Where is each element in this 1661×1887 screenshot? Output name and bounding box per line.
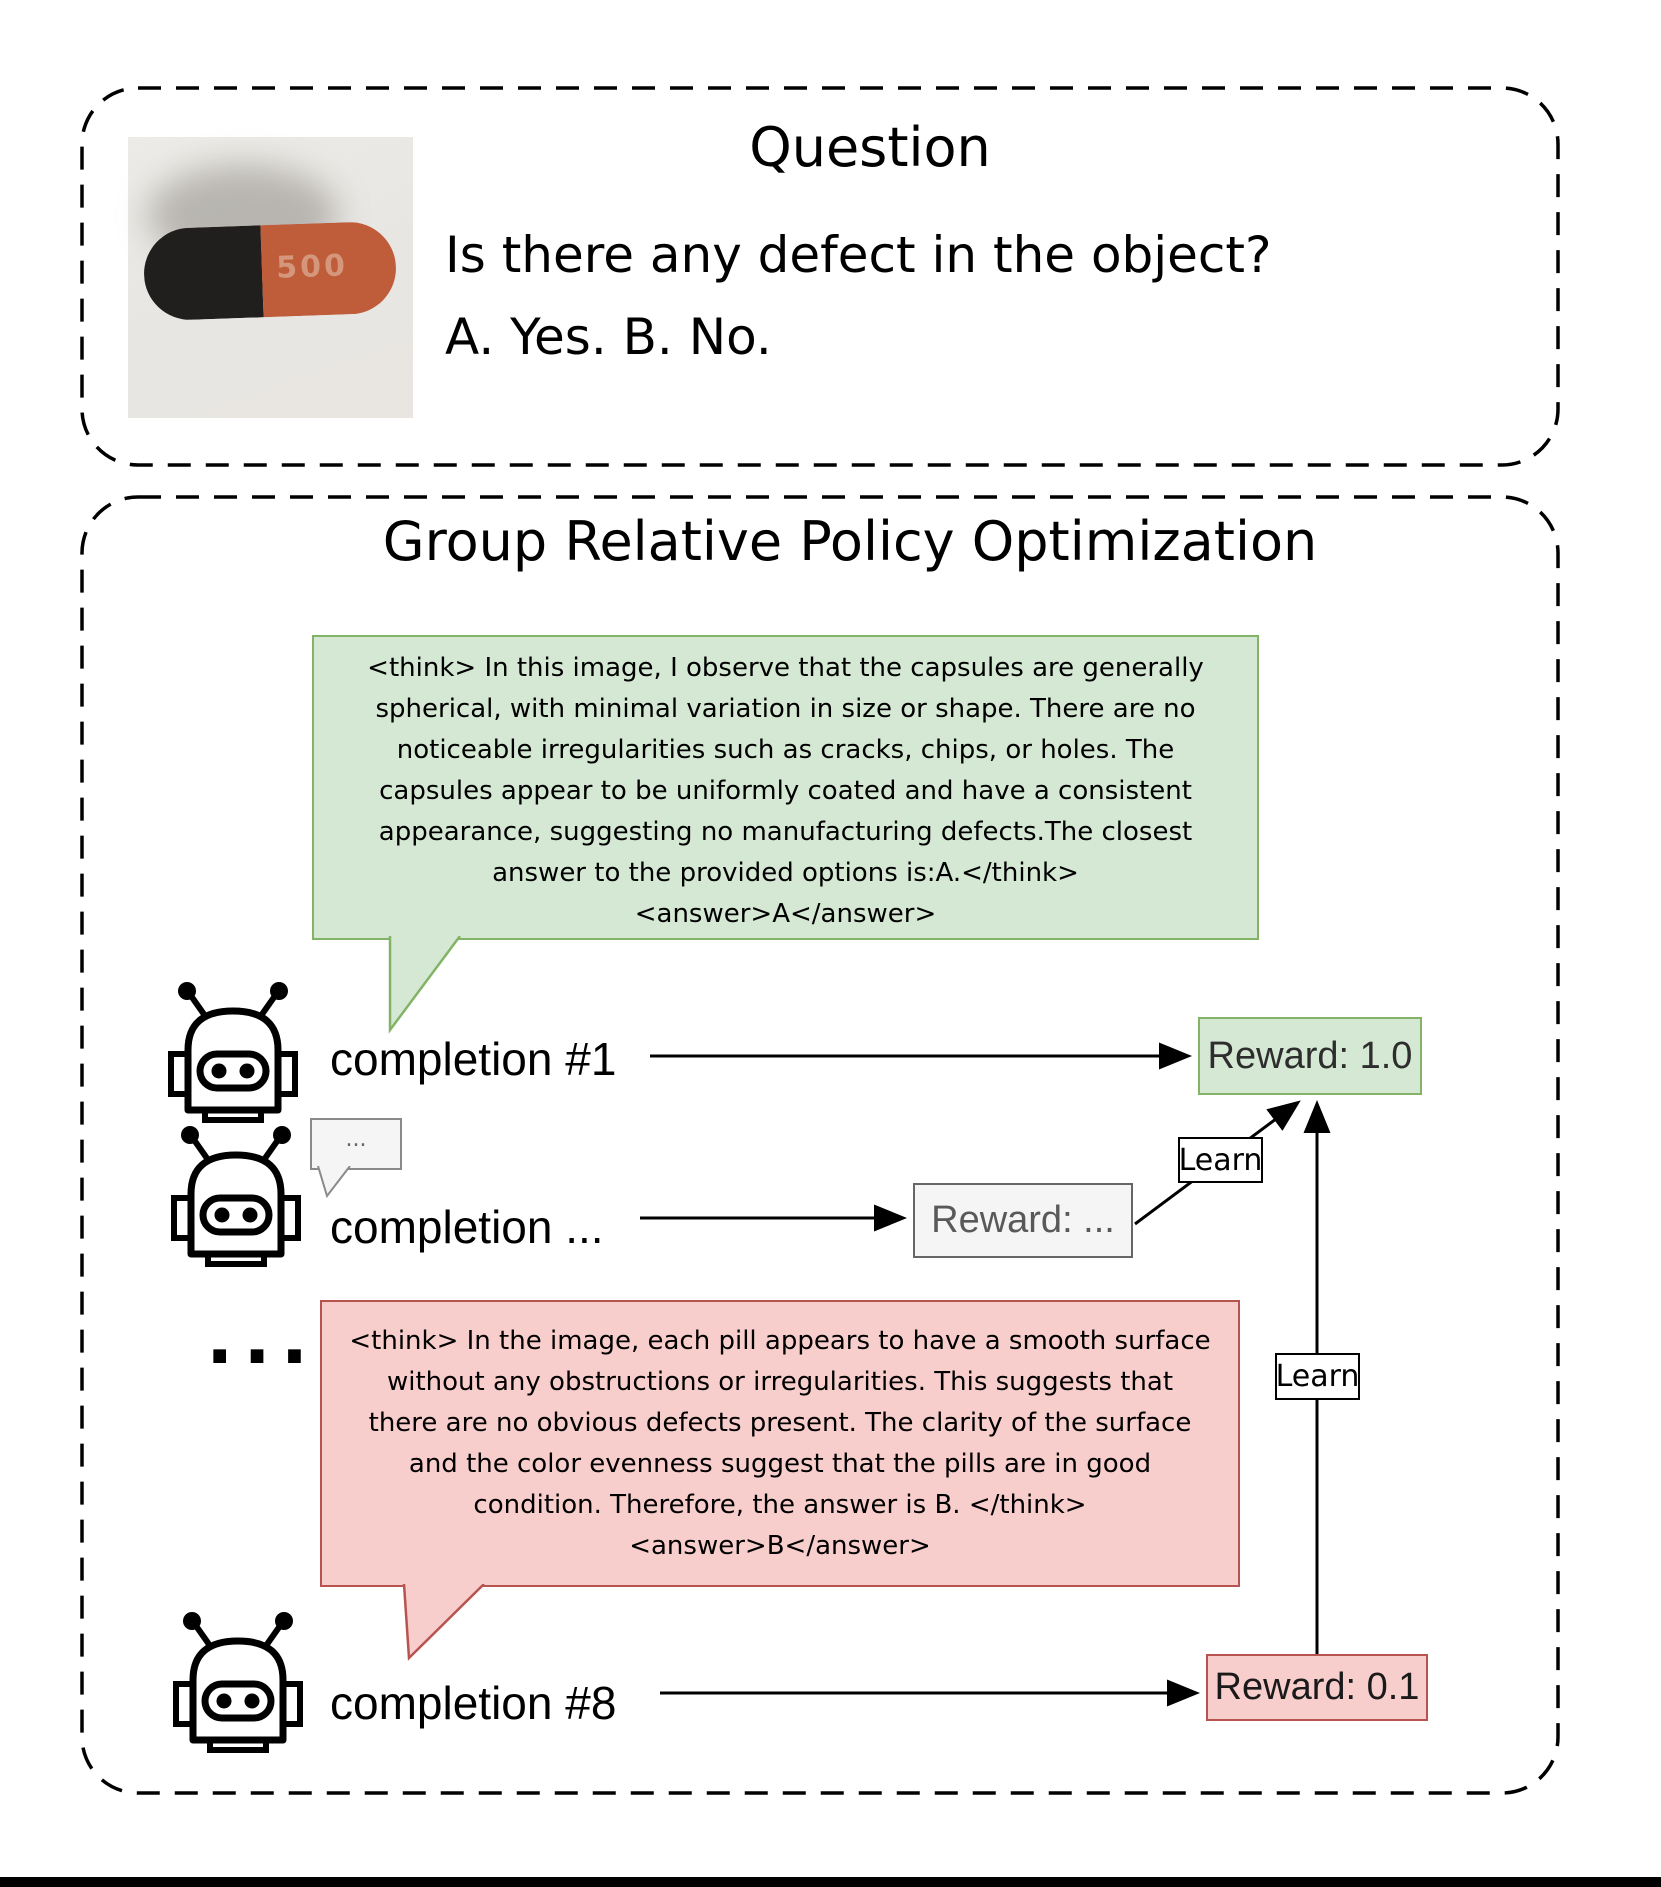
speech-bubble-ellipsis-tail bbox=[316, 1166, 354, 1200]
learn-label-1: Learn bbox=[1178, 1137, 1263, 1183]
bubble-text-line: noticeable irregularities such as cracks, chips, or holes. The bbox=[396, 735, 1175, 765]
reward-box-8: Reward: 0.1 bbox=[1206, 1654, 1428, 1721]
bubble-text-line: without any obstructions or irregularities. This suggests that bbox=[386, 1367, 1174, 1397]
completion-8-label: completion #8 bbox=[330, 1677, 617, 1729]
bubble-text-line: and the color evenness suggest that the pills are in good bbox=[408, 1449, 1152, 1479]
more-completions-ellipsis: ... bbox=[206, 1296, 319, 1380]
capsule-imprint-text: 500 bbox=[275, 248, 349, 286]
bubble-text-line: there are no obvious defects present. The clarity of the surface bbox=[368, 1408, 1192, 1438]
bottom-edge-bar bbox=[0, 1877, 1661, 1887]
reward-box-1: Reward: 1.0 bbox=[1198, 1017, 1422, 1095]
bubble-text-line: answer to the provided options is:A.</think> bbox=[492, 858, 1079, 888]
capsule-image bbox=[142, 221, 397, 322]
question-panel-title: Question bbox=[749, 116, 991, 179]
question-text-line1: Is there any defect in the object? bbox=[445, 226, 1272, 284]
capsule-photo bbox=[128, 137, 413, 418]
robot-icon bbox=[168, 1608, 308, 1758]
bubble-text-line: capsules appear to be uniformly coated and have a consistent bbox=[379, 776, 1192, 806]
grpo-panel-title: Group Relative Policy Optimization bbox=[382, 510, 1318, 573]
robot-icon bbox=[166, 1122, 306, 1272]
reward-box-mid: Reward: ... bbox=[913, 1183, 1133, 1258]
speech-bubble-wrong bbox=[320, 1300, 1240, 1587]
bubble-text-line: <think> In this image, I observe that the capsules are generally bbox=[367, 653, 1204, 683]
bubble-text-line: <answer>B</answer> bbox=[629, 1531, 931, 1561]
completion-1-label: completion #1 bbox=[330, 1033, 617, 1085]
capsule-black-half bbox=[142, 225, 264, 321]
question-text-line2: A. Yes. B. No. bbox=[445, 308, 772, 366]
robot-icon bbox=[163, 978, 303, 1128]
speech-bubble-correct bbox=[312, 635, 1259, 940]
bubble-text-line: spherical, with minimal variation in size or shape. There are no bbox=[375, 694, 1196, 724]
bubble-text-line: <answer>A</answer> bbox=[634, 899, 937, 929]
bubble-text-line: appearance, suggesting no manufacturing defects.The closest bbox=[378, 817, 1193, 847]
speech-bubble-wrong-tail bbox=[400, 1584, 486, 1662]
speech-bubble-ellipsis: ... bbox=[310, 1118, 402, 1170]
capsule-orange-half bbox=[261, 221, 398, 318]
bubble-text-line: <think> In the image, each pill appears to have a smooth surface bbox=[349, 1326, 1211, 1356]
bubble-text-line: condition. Therefore, the answer is B. </think> bbox=[473, 1490, 1087, 1520]
learn-label-2: Learn bbox=[1275, 1353, 1360, 1400]
completion-mid-label: completion ... bbox=[330, 1201, 604, 1253]
speech-bubble-correct-tail bbox=[388, 936, 462, 1034]
